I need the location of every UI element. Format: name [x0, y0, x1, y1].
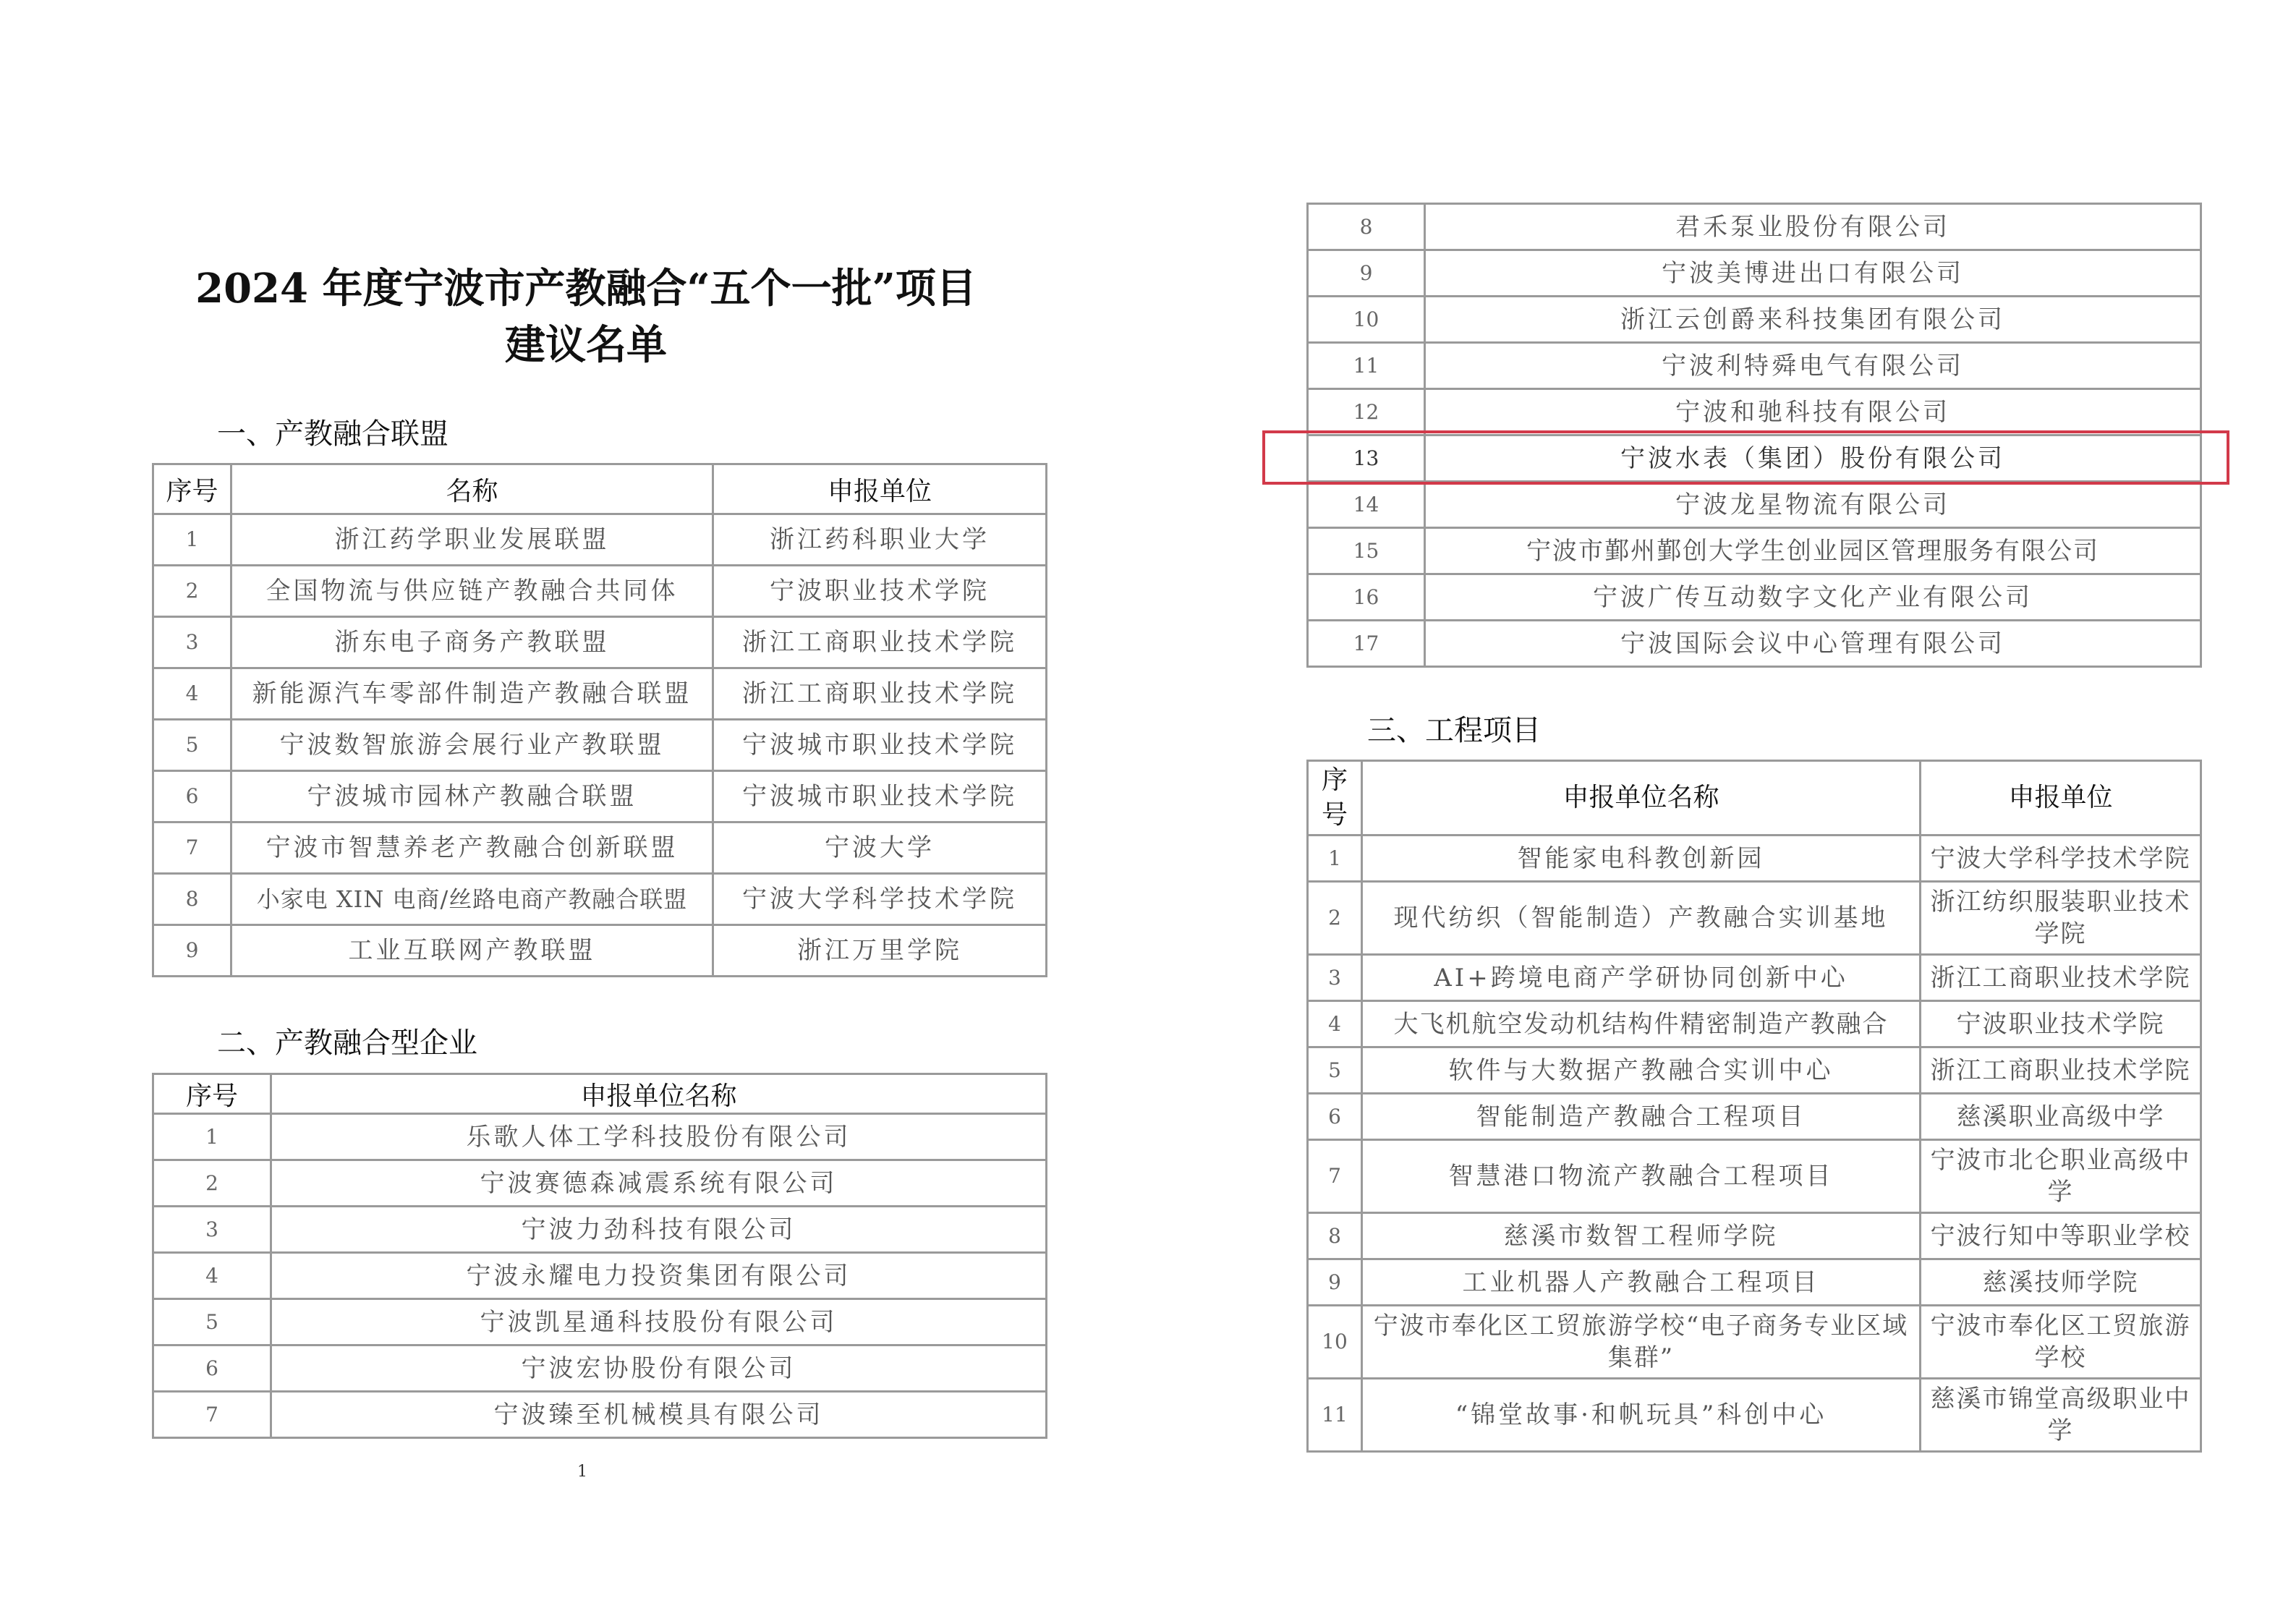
- table-row: [1308, 1047, 2201, 1094]
- row-index: 11: [1308, 1379, 1362, 1452]
- row-project: 软件与大数据产教融合实训中心: [1362, 1047, 1921, 1094]
- table-row: [1308, 297, 2201, 343]
- row-company: 宁波臻至机械模具有限公司: [271, 1392, 1047, 1438]
- table-row: [153, 771, 1047, 822]
- table-row: [1308, 250, 2201, 297]
- table-row: [153, 874, 1047, 925]
- row-index: 4: [153, 668, 231, 720]
- row-company: 宁波和驰科技有限公司: [1425, 389, 2201, 435]
- row-applicant: 浙江药科职业大学: [713, 514, 1047, 566]
- row-name: 新能源汽车零部件制造产教融合联盟: [231, 668, 713, 720]
- title-line-1: 2024 年度宁波市产教融合“五个一批”项目: [195, 265, 977, 313]
- row-name: 全国物流与供应链产教融合共同体: [231, 566, 713, 617]
- col-header-index: 序号: [153, 1074, 271, 1114]
- table-row: [1308, 343, 2201, 389]
- col-header-project: 申报单位名称: [1362, 761, 1921, 836]
- col-header-applicant: 申报单位: [713, 464, 1047, 514]
- row-index: 11: [1308, 343, 1425, 389]
- title-line-2: 建议名单: [505, 321, 667, 369]
- row-name: 宁波城市园林产教融合联盟: [231, 771, 713, 822]
- row-index: 5: [153, 720, 231, 771]
- table-header-row: [1308, 761, 2201, 836]
- col-header-index: 序号: [153, 464, 231, 514]
- row-index: 9: [153, 925, 231, 977]
- row-name: 浙东电子商务产教联盟: [231, 617, 713, 668]
- row-company: 浙江云创爵来科技集团有限公司: [1425, 297, 2201, 343]
- row-applicant: 浙江工商职业技术学院: [1921, 1047, 2201, 1094]
- row-index: 2: [1308, 882, 1362, 955]
- table-row: [153, 720, 1047, 771]
- row-company: 宁波赛德森减震系统有限公司: [271, 1160, 1047, 1207]
- row-index: 10: [1308, 1306, 1362, 1379]
- table-header-row: [153, 464, 1047, 514]
- row-applicant: 慈溪市锦堂高级职业中学: [1921, 1379, 2201, 1452]
- row-index: 7: [153, 1392, 271, 1438]
- row-applicant: 宁波职业技术学院: [1921, 1001, 2201, 1047]
- row-index: 7: [153, 822, 231, 874]
- row-project: 宁波市奉化区工贸旅游学校“电子商务专业区域集群”: [1362, 1306, 1921, 1379]
- alliance-table: [152, 463, 1047, 977]
- row-index: 8: [1308, 1213, 1362, 1259]
- table-row: [1308, 836, 2201, 882]
- row-index: 14: [1308, 482, 1425, 528]
- page-number: 1: [577, 1463, 587, 1481]
- table-row: [153, 1299, 1047, 1345]
- row-project: 大飞机航空发动机结构件精密制造产教融合: [1362, 1001, 1921, 1047]
- row-company: 宁波永耀电力投资集团有限公司: [271, 1253, 1047, 1299]
- row-applicant: 宁波市奉化区工贸旅游学校: [1921, 1306, 2201, 1379]
- row-index: 3: [1308, 955, 1362, 1001]
- row-project: “锦堂故事·和帆玩具”科创中心: [1362, 1379, 1921, 1452]
- row-name: 浙江药学职业发展联盟: [231, 514, 713, 566]
- row-name: 工业互联网产教联盟: [231, 925, 713, 977]
- row-project: 智慧港口物流产教融合工程项目: [1362, 1140, 1921, 1213]
- row-project: 工业机器人产教融合工程项目: [1362, 1259, 1921, 1306]
- table-row: [1308, 389, 2201, 435]
- table-row: [1308, 882, 2201, 955]
- section3-heading: 三、工程项目: [1367, 714, 1541, 747]
- table-row: [153, 925, 1047, 977]
- table-row: [1308, 528, 2201, 574]
- project-table: [1306, 760, 2202, 1453]
- table-row: [1308, 204, 2201, 250]
- row-company: 宁波利特舜电气有限公司: [1425, 343, 2201, 389]
- row-applicant: 宁波城市职业技术学院: [713, 771, 1047, 822]
- row-index: 5: [153, 1299, 271, 1345]
- row-applicant: 宁波大学: [713, 822, 1047, 874]
- row-company: 宁波广传互动数字文化产业有限公司: [1425, 574, 2201, 621]
- table-row: [1308, 574, 2201, 621]
- row-index: 16: [1308, 574, 1425, 621]
- table-row: [1308, 1259, 2201, 1306]
- table-row: [1308, 1379, 2201, 1452]
- row-index: 12: [1308, 389, 1425, 435]
- row-project: 智能家电科教创新园: [1362, 836, 1921, 882]
- col-header-applicant: 申报单位: [1921, 761, 2201, 836]
- row-index: 1: [153, 1114, 271, 1160]
- table-row: [153, 1114, 1047, 1160]
- row-project: 慈溪市数智工程师学院: [1362, 1213, 1921, 1259]
- row-company: 宁波龙星物流有限公司: [1425, 482, 2201, 528]
- row-index: 6: [153, 771, 231, 822]
- row-applicant: 宁波职业技术学院: [713, 566, 1047, 617]
- row-index: 9: [1308, 1259, 1362, 1306]
- row-applicant: 慈溪职业高级中学: [1921, 1094, 2201, 1140]
- table-row: [153, 566, 1047, 617]
- row-applicant: 浙江万里学院: [713, 925, 1047, 977]
- row-index: 4: [1308, 1001, 1362, 1047]
- row-company: 君禾泵业股份有限公司: [1425, 204, 2201, 250]
- row-index: 1: [153, 514, 231, 566]
- row-index: 1: [1308, 836, 1362, 882]
- row-applicant: 宁波城市职业技术学院: [713, 720, 1047, 771]
- row-name: 宁波数智旅游会展行业产教联盟: [231, 720, 713, 771]
- row-company: 宁波国际会议中心管理有限公司: [1425, 621, 2201, 667]
- table-row: [1308, 1140, 2201, 1213]
- row-applicant: 宁波市北仑职业高级中学: [1921, 1140, 2201, 1213]
- row-applicant: 宁波大学科学技术学院: [1921, 836, 2201, 882]
- row-company: 宁波美博进出口有限公司: [1425, 250, 2201, 297]
- row-applicant: 浙江工商职业技术学院: [713, 668, 1047, 720]
- section2-heading: 二、产教融合型企业: [217, 1026, 477, 1060]
- row-applicant: 浙江工商职业技术学院: [1921, 955, 2201, 1001]
- row-name: 宁波市智慧养老产教融合创新联盟: [231, 822, 713, 874]
- col-header-index: 序号: [1308, 761, 1362, 836]
- row-index: 8: [153, 874, 231, 925]
- row-index: 4: [153, 1253, 271, 1299]
- row-index: 6: [1308, 1094, 1362, 1140]
- highlight-box: [1262, 430, 2229, 485]
- row-index: 6: [153, 1345, 271, 1392]
- row-company: 乐歌人体工学科技股份有限公司: [271, 1114, 1047, 1160]
- table-row: [1308, 1213, 2201, 1259]
- document-title: [116, 260, 1056, 373]
- table-row: [1308, 482, 2201, 528]
- table-row: [1308, 1306, 2201, 1379]
- row-index: 8: [1308, 204, 1425, 250]
- row-index: 9: [1308, 250, 1425, 297]
- table-row: [153, 514, 1047, 566]
- table-row: [153, 1207, 1047, 1253]
- table-header-row: [153, 1074, 1047, 1114]
- table-row: [153, 668, 1047, 720]
- table-row: [1308, 1094, 2201, 1140]
- row-index: 2: [153, 1160, 271, 1207]
- col-header-name: 名称: [231, 464, 713, 514]
- row-company: 宁波凯星通科技股份有限公司: [271, 1299, 1047, 1345]
- row-project: 智能制造产教融合工程项目: [1362, 1094, 1921, 1140]
- enterprise-table: [152, 1073, 1047, 1439]
- row-applicant: 慈溪技师学院: [1921, 1259, 2201, 1306]
- row-index: 13: [1308, 435, 1425, 482]
- row-company: 宁波力劲科技有限公司: [271, 1207, 1047, 1253]
- table-row: [153, 1392, 1047, 1438]
- row-index: 3: [153, 1207, 271, 1253]
- row-applicant: 浙江纺织服装职业技术学院: [1921, 882, 2201, 955]
- col-header-company: 申报单位名称: [271, 1074, 1047, 1114]
- row-index: 17: [1308, 621, 1425, 667]
- row-index: 7: [1308, 1140, 1362, 1213]
- row-company: 宁波宏协股份有限公司: [271, 1345, 1047, 1392]
- row-applicant: 宁波行知中等职业学校: [1921, 1213, 2201, 1259]
- row-company: 宁波水表（集团）股份有限公司: [1425, 435, 2201, 482]
- row-index: 2: [153, 566, 231, 617]
- table-row: [153, 617, 1047, 668]
- table-row: [1308, 955, 2201, 1001]
- table-row: [153, 822, 1047, 874]
- row-applicant: 浙江工商职业技术学院: [713, 617, 1047, 668]
- row-index: 5: [1308, 1047, 1362, 1094]
- table-row: [153, 1253, 1047, 1299]
- row-project: AI+跨境电商产学研协同创新中心: [1362, 955, 1921, 1001]
- row-index: 10: [1308, 297, 1425, 343]
- row-index: 3: [153, 617, 231, 668]
- table-row: [153, 1160, 1047, 1207]
- row-project: 现代纺织（智能制造）产教融合实训基地: [1362, 882, 1921, 955]
- section1-heading: 一、产教融合联盟: [217, 417, 448, 451]
- table-row: [1308, 1001, 2201, 1047]
- table-row: [153, 1345, 1047, 1392]
- row-index: 15: [1308, 528, 1425, 574]
- row-name: 小家电 XIN 电商/丝路电商产教融合联盟: [231, 874, 713, 925]
- row-company: 宁波市鄞州鄞创大学生创业园区管理服务有限公司: [1425, 528, 2201, 574]
- row-applicant: 宁波大学科学技术学院: [713, 874, 1047, 925]
- table-row: [1308, 621, 2201, 667]
